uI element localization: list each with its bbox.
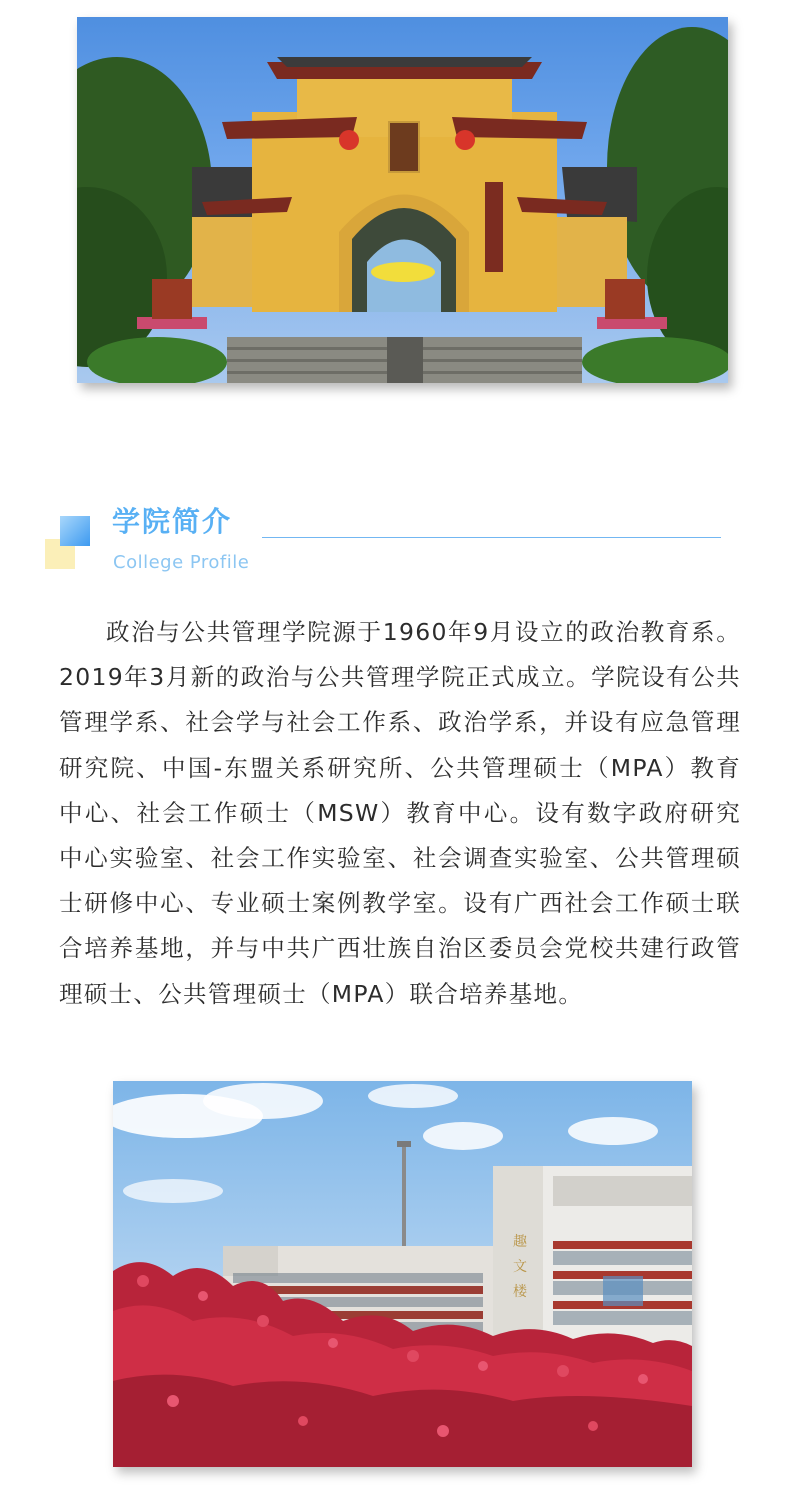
campus-gate-photo: [77, 17, 728, 383]
college-profile-paragraph: 政治与公共管理学院源于1960年9月设立的政治教育系。2019年3月新的政治与公共管理学院正式成立。学院设有公共管理学系、社会学与社会工作系、政治学系，并设有应急管理研究院、中国-东盟关系研究所、公共管理硕士（MPA）教育中心、社会工作硕士（MSW）教育中心。设有数字政府研究中心实验室、社会工作实验室、社会调查实验室、公共管理硕士研修中心、专业硕士案例教学室。设有广西社会工作硕士联合培养基地，并与中共广西壮族自治区委员会党校共建行政管理硕士、公共管理硕士（MPA）联合培养基地。: [59, 618, 741, 1008]
section-subtitle: College Profile: [113, 552, 250, 573]
faculty-building-photo: [113, 1081, 692, 1467]
heading-decoration-blue: [60, 516, 90, 546]
building-sign-char-1: 趣: [513, 1234, 527, 1250]
building-sign-char-2: 文: [513, 1259, 527, 1275]
building-sign-char-3: 楼: [513, 1284, 527, 1300]
section-title: 学院简介: [112, 505, 233, 538]
heading-divider: [262, 537, 721, 538]
